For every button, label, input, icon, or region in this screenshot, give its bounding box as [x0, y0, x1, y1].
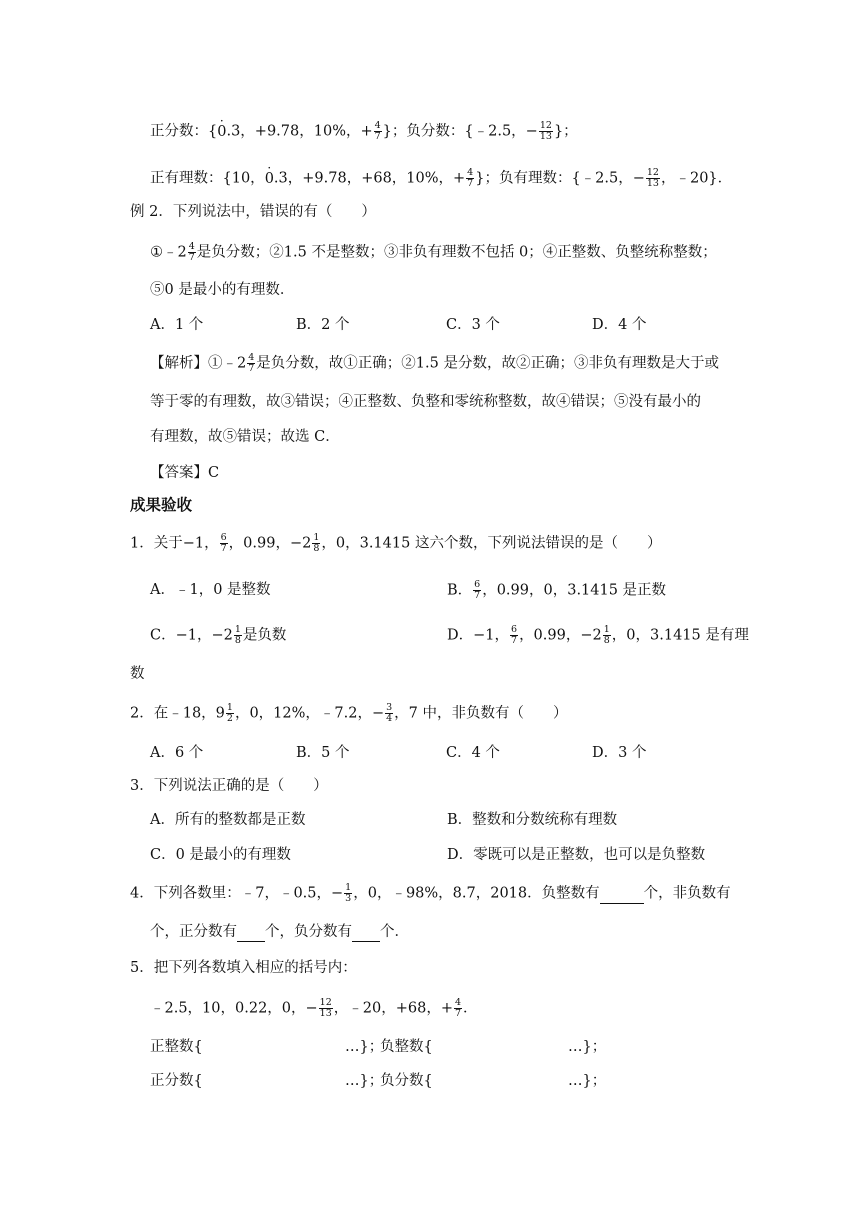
fraction-1-3: $\frac{1}{3}$ — [345, 882, 352, 904]
example-2-option-c: C．3 个 — [446, 317, 500, 333]
question-2-option-a: A．6 个 — [150, 745, 204, 761]
fraction-4-7: $\frac{4}{7}$ — [454, 997, 462, 1019]
question-3-option-b: B．整数和分数统称有理数 — [447, 812, 618, 828]
fraction-6-7: $\frac{6}{7}$ — [474, 579, 481, 601]
question-3-option-d: D．零既可以是正整数，也可以是负整数 — [447, 847, 706, 863]
fill-blank[interactable] — [237, 926, 265, 942]
fraction-4-7: $\frac{4}{7}$ — [248, 352, 255, 374]
section-heading: 成果验收 — [130, 496, 193, 514]
question-1-option-b: B． $\frac{6}{7}$ ，0.99，0，3.1415 是正数 — [447, 579, 667, 601]
fraction-4-7: $\frac{4}{7}$ — [467, 167, 474, 189]
prev-answer-positive-fractions: 正分数：{· 0.3，+9.78，10%，+ $\frac{4}{7}$ }；负分数：{﹣2.5，− $\frac{12}{13}$ }； — [150, 121, 578, 142]
positive-integer-set: 正整数{ — [150, 1039, 203, 1055]
fraction-12-13: $\frac{12}{13}$ — [646, 167, 659, 189]
question-1-stem: 1．关于−1， $\frac{6}{7}$ ，0.99，−2 $\frac{1}{8}$ ，0，3.1415 这六个数，下列说法错误的是（ ） — [130, 532, 662, 554]
question-1-option-c: C．−1，−2 $\frac{1}{8}$ 是负数 — [150, 624, 287, 646]
question-2-option-b: B．5 个 — [296, 745, 350, 761]
example-2-statement-2: ⑤0 是最小的有理数． — [150, 282, 295, 298]
fill-blank[interactable] — [600, 888, 644, 904]
fraction-12-13: $\frac{12}{13}$ — [319, 997, 332, 1019]
question-2-option-d: D．3 个 — [592, 745, 647, 761]
example-2-title: 例 2．下列说法中，错误的有（ ） — [130, 204, 376, 220]
negative-fraction-set: 负分数{ — [380, 1073, 433, 1089]
question-2-option-c: C．4 个 — [446, 745, 500, 761]
example-2-option-a: A．1 个 — [150, 317, 204, 333]
question-4-stem-cont: 个，正分数有 个，负分数有 个． — [150, 924, 409, 940]
question-1-option-d: D．−1， $\frac{6}{7}$ ，0.99，−2 $\frac{1}{8}$ ，0，3.1415 是有理 — [447, 624, 749, 646]
example-2-option-d: D．4 个 — [592, 317, 647, 333]
fraction-1-8: $\frac{1}{8}$ — [234, 624, 241, 646]
question-5-stem: 5．把下列各数填入相应的括号内： — [130, 960, 357, 976]
question-1-option-a: A．﹣1，0 是整数 — [150, 582, 271, 598]
question-3-option-c: C．0 是最小的有理数 — [150, 847, 291, 863]
example-2-option-b: B．2 个 — [296, 317, 350, 333]
fraction-12-13: $\frac{12}{13}$ — [539, 120, 552, 142]
fraction-6-7: $\frac{6}{7}$ — [220, 532, 227, 554]
analysis-line-2: 等于零的有理数，故③错误；④正整数、负整和零统称整数，故④错误；⑤没有最小的 — [150, 394, 701, 410]
repeating-decimal-0: · 0 — [265, 169, 274, 189]
question-3-stem: 3．下列说法正确的是（ ） — [130, 778, 328, 794]
negative-integer-set-end: …}； — [568, 1039, 607, 1055]
question-4-stem: 4．下列各数里：﹣7，﹣0.5，− $\frac{1}{3}$ ，0，﹣98%，8.7，2018．负整数有 个，非负数有 — [130, 882, 731, 904]
fraction-1-8: $\frac{1}{8}$ — [603, 624, 610, 646]
fraction-4-7: $\frac{4}{7}$ — [188, 241, 195, 263]
question-3-option-a: A．所有的整数都是正数 — [150, 812, 306, 828]
analysis-line-3: 有理数，故⑤错误；故选 C． — [150, 429, 340, 445]
fraction-4-7: $\frac{4}{7}$ — [374, 120, 381, 142]
repeating-decimal-0: · 0 — [217, 122, 226, 142]
positive-fraction-set-end: …}； — [345, 1073, 384, 1089]
negative-integer-set: 负整数{ — [380, 1039, 433, 1055]
question-2-stem: 2．在﹣18，9 $\frac{1}{2}$ ，0，12%，﹣7.2，− $\frac{3}{4}$ ，7 中，非负数有（ ） — [130, 702, 568, 724]
question-1-option-d-wrap: 数 — [130, 666, 145, 682]
positive-integer-set-end: …}； — [345, 1039, 384, 1055]
prev-answer-positive-rationals: 正有理数：{10，· 0.3，+9.78，+68，10%，+ $\frac{4}{7}$ }；负有理数：{﹣2.5，− $\frac{12}{13}$ ，﹣20}． — [150, 168, 732, 189]
question-5-number-list: ﹣2.5，10，0.22，0，− $\frac{12}{13}$ ，﹣20，+68，+ $\frac{4}{7}$ ． — [150, 997, 478, 1019]
fraction-3-4: $\frac{3}{4}$ — [386, 702, 393, 724]
fill-blank[interactable] — [352, 926, 380, 942]
answer-line: 【答案】C — [150, 465, 220, 481]
positive-fraction-set: 正分数{ — [150, 1073, 203, 1089]
example-2-statement-1: ①﹣2 $\frac{4}{7}$ 是负分数；②1.5 不是整数；③非负有理数不包括 0；④正整数、负整统称整数； — [150, 241, 717, 263]
negative-fraction-set-end: …}； — [568, 1073, 607, 1089]
fraction-1-8: $\frac{1}{8}$ — [313, 532, 320, 554]
analysis-line-1: 【解析】①﹣2 $\frac{4}{7}$ 是负分数，故①正确；②1.5 是分数，故②正确；③非负有理数是大于或 — [150, 352, 719, 374]
fraction-6-7: $\frac{6}{7}$ — [511, 624, 518, 646]
fraction-1-2: $\frac{1}{2}$ — [226, 702, 233, 724]
